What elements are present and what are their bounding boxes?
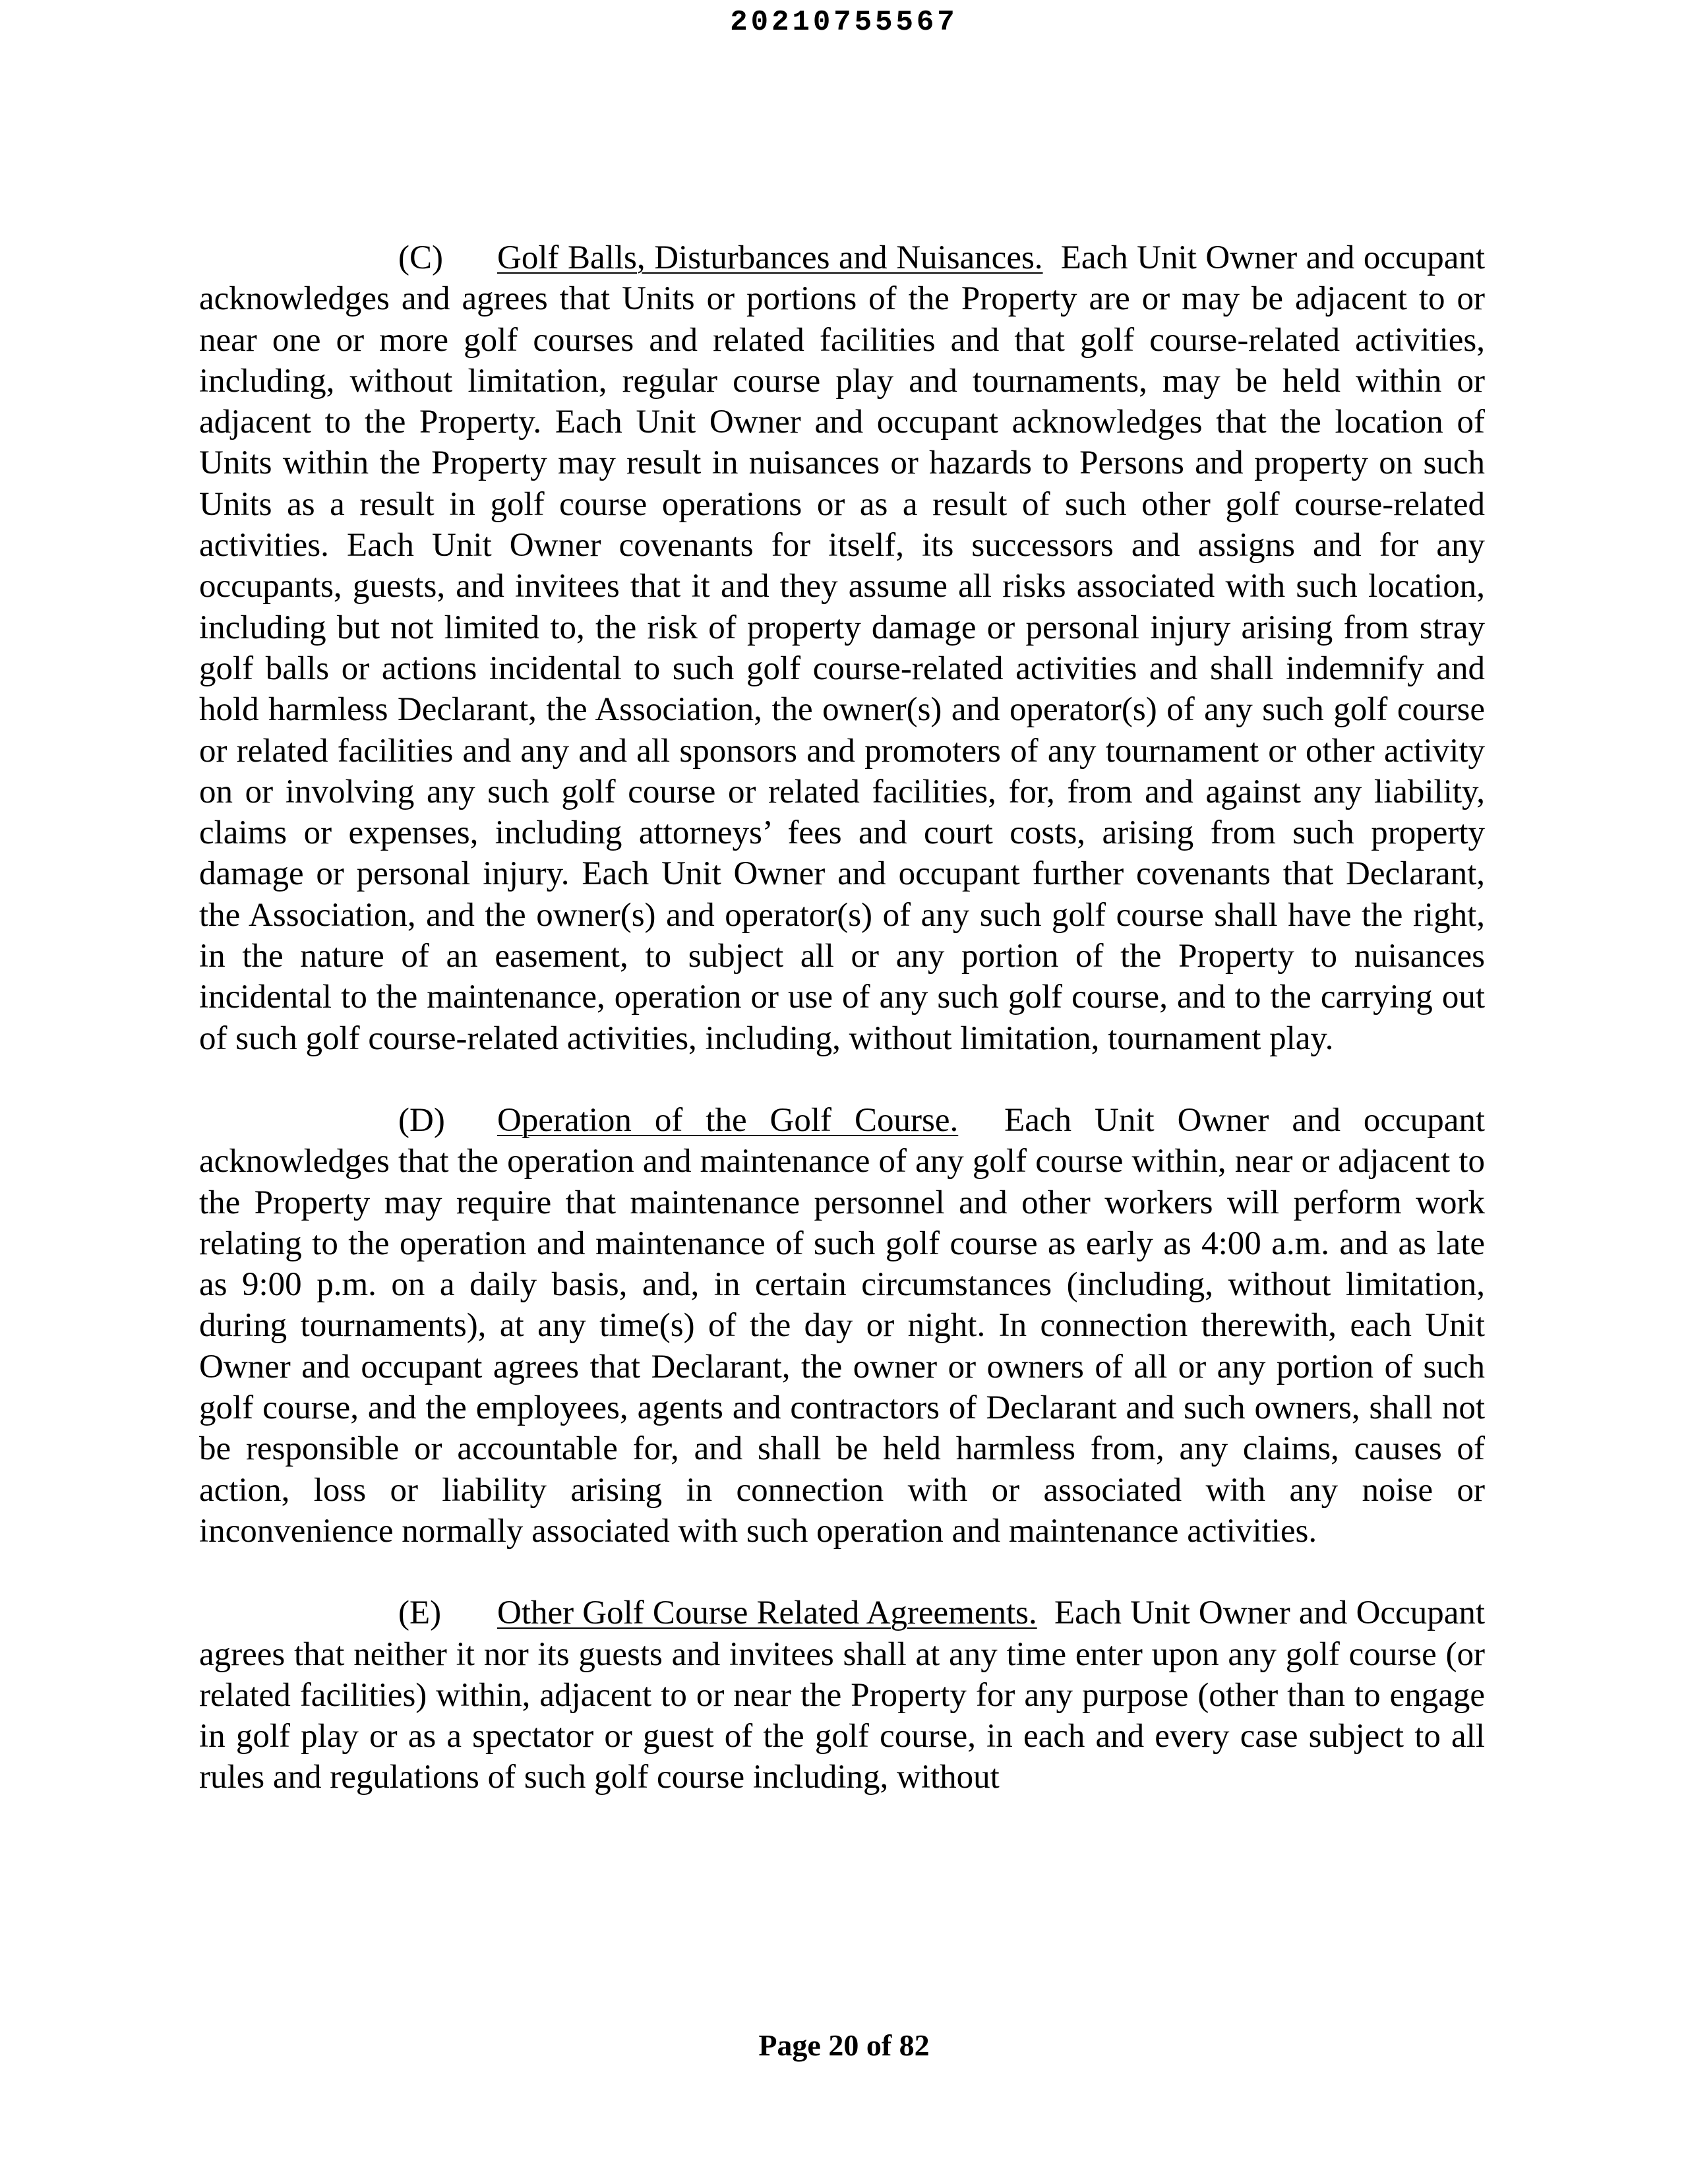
document-body bbox=[199, 237, 1485, 1839]
section-d-heading: Operation of the Golf Course. bbox=[497, 1101, 959, 1139]
section-e-paragraph bbox=[199, 1592, 1485, 1798]
section-d-paragraph bbox=[199, 1100, 1485, 1552]
section-e-label: (E) bbox=[398, 1594, 442, 1632]
section-e-body: Each Unit Owner and Occupant agrees that neither it nor its guests and invitees shall at any time enter upon any golf course (or related facilities) within, adjacent to or near the Property for any purpose (other than to engage in golf play or as a spectator or guest of the golf course, in each and every case subject to all rules and regulations of such golf course including, without bbox=[199, 1594, 1486, 1796]
section-c-heading: Golf Balls, Disturbances and Nuisances. bbox=[497, 239, 1043, 276]
section-d-label: (D) bbox=[398, 1101, 445, 1139]
section-d-body: Each Unit Owner and occupant acknowledges that the operation and maintenance of any golf course within, near or adjacent to the Property may require that maintenance personnel and other workers will perform work relating to the operation and maintenance of such golf course as early as 4:00 a.m. and as late as 9:00 p.m. on a daily basis, and, in certain circumstances (including, without limitation, during tournaments), at any time(s) of the day or night. In connection therewith, each Unit Owner and occupant agrees that Declarant, the owner or owners of all or any portion of such golf course, and the employees, agents and contractors of Declarant and such owners, shall not be responsible or accountable for, and shall be held harmless from, any claims, causes of action, loss or liability arising in connection with or associated with any noise or inconvenience normally associated with such operation and maintenance activities. bbox=[199, 1101, 1486, 1550]
section-c-body: Each Unit Owner and occupant acknowledges and agrees that Units or portions of the Property are or may be adjacent to or near one or more golf courses and related facilities and that golf course-related activities, including, without limitation, regular course play and tournaments, may be held within or adjacent to the Property. Each Unit Owner and occupant acknowledges that the location of Units within the Property may result in nuisances or hazards to Persons and property on such Units as a result in golf course operations or as a result of such other golf course-related activities. Each Unit Owner covenants for itself, its successors and assigns and for any occupants, guests, and invitees that it and they assume all risks associated with such location, including but not limited to, the risk of property damage or personal injury arising from stray golf balls or actions incidental to such golf course-related activities and shall indemnify and hold harmless Declarant, the Association, the owner(s) and operator(s) of any such golf course or related facilities and any and all sponsors and promoters of any tournament or other activity on or involving any such golf course or related facilities, for, from and against any liability, claims or expenses, including attorneys’ fees and court costs, arising from such property damage or personal injury. Each Unit Owner and occupant further covenants that Declarant, the Association, and the owner(s) and operator(s) of any such golf course shall have the right, in the nature of an easement, to subject all or any portion of the Property to nuisances incidental to the maintenance, operation or use of any such golf course, and to the carrying out of such golf course-related activities, including, without limitation, tournament play. bbox=[199, 239, 1486, 1057]
section-c-paragraph bbox=[199, 237, 1485, 1059]
section-e-heading: Other Golf Course Related Agreements. bbox=[497, 1594, 1037, 1632]
section-c-label: (C) bbox=[398, 239, 443, 276]
document-number: 20210755567 bbox=[730, 6, 958, 39]
page-number: Page 20 of 82 bbox=[758, 2028, 930, 2062]
